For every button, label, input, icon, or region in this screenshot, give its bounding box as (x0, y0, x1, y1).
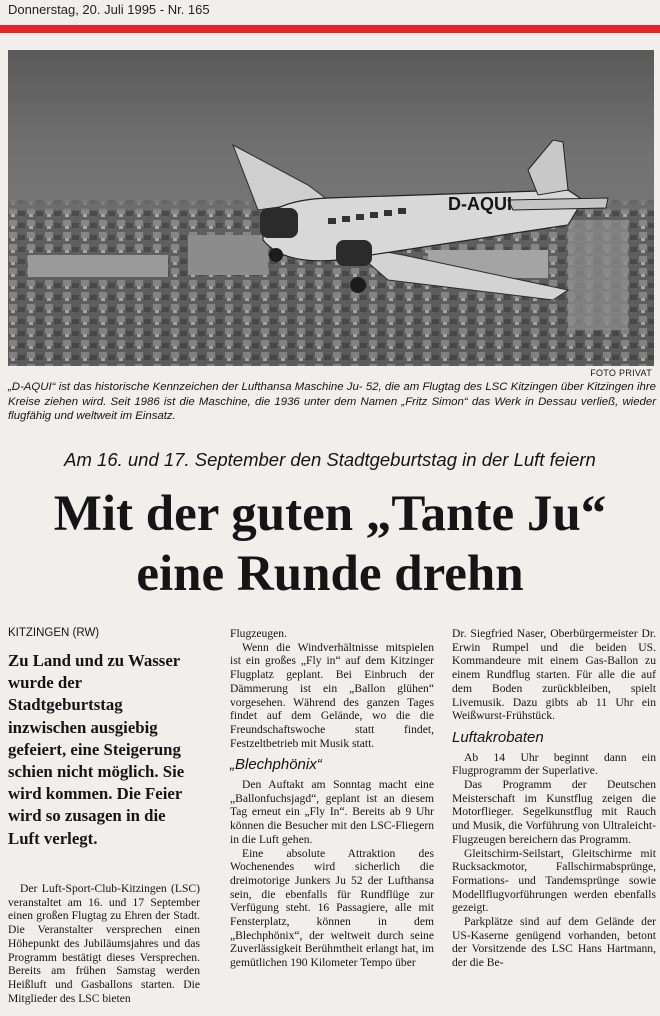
subheading-blechphoenix: „Blechphönix“ (230, 756, 322, 774)
column-3 (452, 627, 656, 970)
body-paragraph: Der Luft-Sport-Club-Kitzingen (LSC) veranstaltet am 16. und 17 September einen großen Flugtag zu Ehren der Stadt. Die Veranstalter versprechen einen Höhepunkt des Jubiläumsjahres und das Programm bestätigt dieses Versprechen. Bereits am frühen Samstag werden Heißluft und Gasballons starten. Die Mitglieder des LSC bieten (8, 882, 200, 1005)
ju52-over-city-illustration (8, 50, 654, 366)
headline-line-2: eine Runde drehn (136, 546, 524, 602)
location-tag: KITZINGEN (RW) (8, 627, 100, 639)
headline (0, 484, 660, 604)
dateline: Donnerstag, 20. Juli 1995 - Nr. 165 (8, 2, 210, 17)
lead-paragraph: Zu Land und zu Wasser wurde der Stadtgeburtstag inzwischen ausgiebig gefeiert, eine Steigerung schien nicht möglich. Sie wird kommen. Die Feier wird so zusagen in die Luft verlegt. (8, 651, 185, 848)
red-divider-bar (0, 25, 660, 33)
body-paragraph: Den Auftakt am Sonntag macht eine „Ballonfuchsjagd“, geplant ist an diesem Tag erneut ein „Fly In“. Bereits ab 9 Uhr können die Besucher mit den LSC-Fliegern in die Luft gehen. (230, 778, 434, 846)
aircraft-photo (8, 50, 654, 366)
body-paragraph: Das Programm der Deutschen Meisterschaft im Kunstflug zeigen die Motorflieger. Segelkunstflug mit Rauch und Musik, die Vorführung von Ultraleicht-Flugzeugen bereichern das Programm. (452, 778, 656, 846)
column-1 (8, 882, 200, 1005)
body-paragraph: Wenn die Windverhältnisse mitspielen ist ein großes „Fly in“ auf dem Kitzinger Flugplatz geplant. Bei Einbruch der Dämmerung ist ein „Ballon glühen“ vorgesehen. Während des ganzen Tages findet auf dem Gelände, wo die die Freundschaftswoche statt findet, Festzeltbetrieb mit Musik statt. (230, 640, 434, 750)
kicker: Am 16. und 17. September den Stadtgeburtstag in der Luft feiern (64, 449, 596, 470)
headline-line-1: Mit der guten „Tante Ju“ (53, 486, 607, 542)
body-paragraph: Dr. Siegfried Naser, Oberbürgermeister Dr. Erwin Rumpel und die beiden US. Kommandeure mit einem Gas-Ballon zu einem Rundflug starten. Für alle die auf dem Boden zurückbleiben, spielt Livemusik. Dazu gibts ab 11 Uhr ein Weißwurst-Frühstück. (452, 627, 656, 723)
photo-credit: FOTO PRIVAT (590, 368, 652, 378)
body-paragraph: Ab 14 Uhr beginnt dann ein Flugprogramm der Superlative. (452, 750, 656, 778)
body-paragraph: Eine absolute Attraktion des Wochenendes wird sicherlich die dreimotorige Junkers Ju 52 der Lufthansa sein, die ebenfalls für Rundflüge zur Verfügung steht. 16 Passagiere, alle mit Fensterplatz, können in dem „Blechphönix“, der weltweit durch seine Zuverlässigkeit Berühmtheit erlangt hat, im gemütlichen 190 Kilometer Tempo über (230, 846, 434, 970)
body-paragraph: Flugzeugen. (230, 627, 287, 640)
body-paragraph: Parkplätze sind auf dem Gelände der US-Kaserne genügend vorhanden, betont der Vorsitzende des LSC Hans Hartmann, der die Be- (452, 915, 656, 970)
body-paragraph: Gleitschirm-Seilstart, Gleitschirme mit Rucksackmotor, Fallschirmabsprünge, Formations- und Tandemsprünge sowie Modellflugvorführungen werden ebenfalls gezeigt. (452, 846, 656, 915)
photo-caption: „D-AQUI“ ist das historische Kennzeichen der Lufthansa Maschine Ju- 52, die am Flugtag des LSC Kitzingen über Kitzingen ihre Kreise ziehen wird. Seit 1986 ist die Maschine, die 1936 unter dem Namen „Fritz Simon“ das Werk in Dessau verließ, wieder flugfähig und weltweit im Einsatz. (8, 381, 656, 422)
column-2 (230, 627, 434, 970)
subheading-luftakrobaten: Luftakrobaten (452, 728, 544, 746)
registration-mark: D-AQUI (448, 194, 512, 214)
